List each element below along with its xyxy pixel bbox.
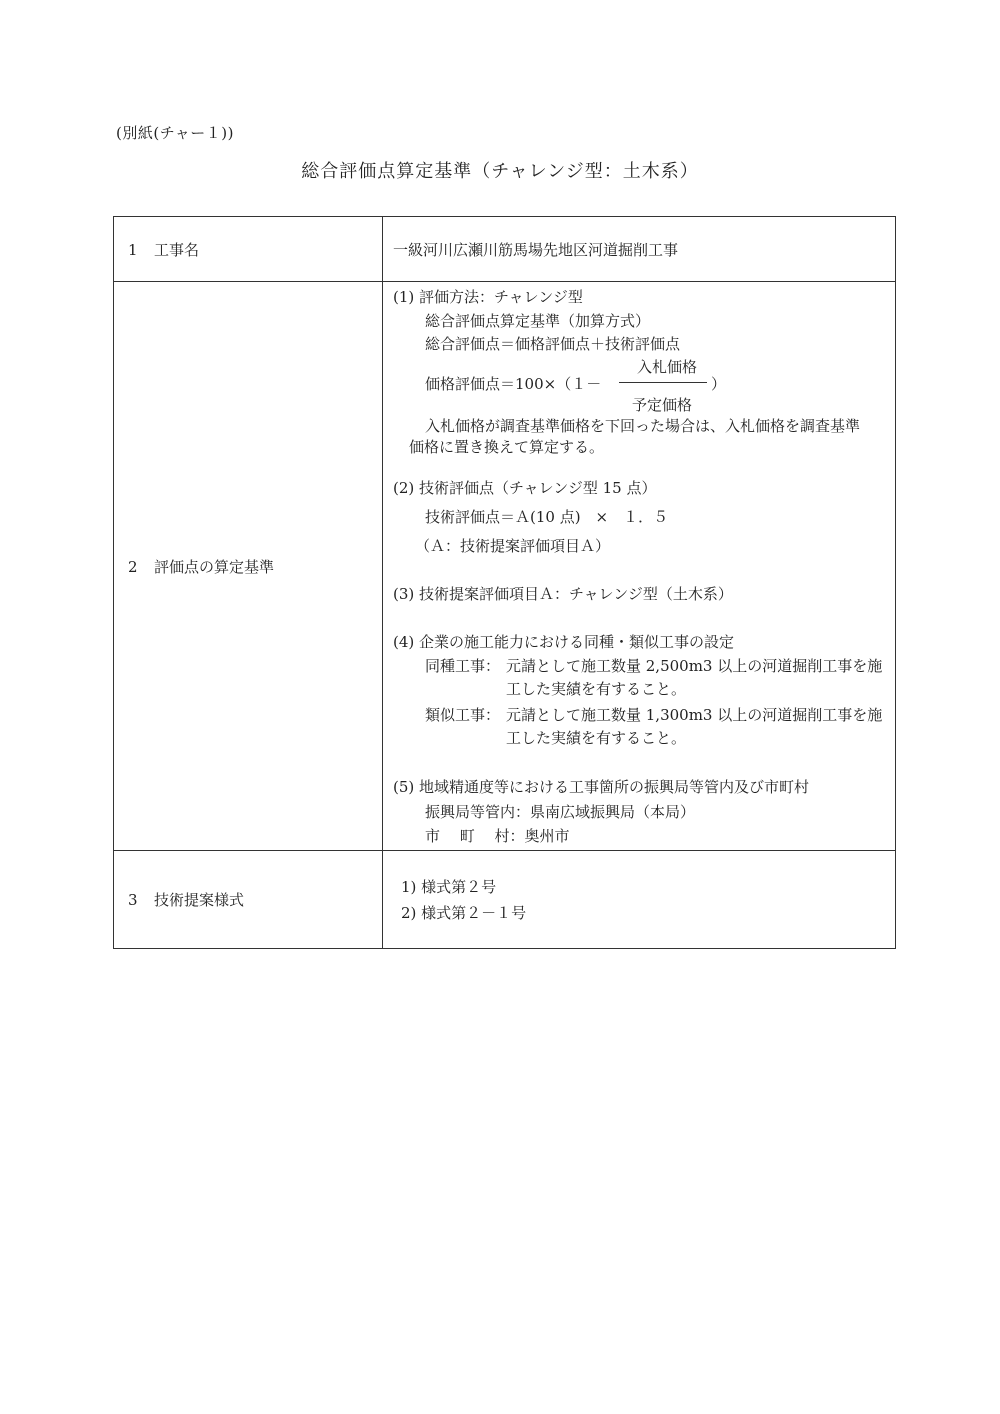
evaluation-method: 総合評価点算定基準（加算方式） bbox=[425, 312, 651, 330]
row-label-cell bbox=[114, 282, 383, 851]
price-score-formula-close: ） bbox=[711, 375, 727, 393]
note-line-1: 入札価格が調査基準価格を下回った場合は、入札価格を調査基準 bbox=[425, 417, 861, 435]
technical-score-formula: 技術評価点＝Ａ(10 点) × １．５ bbox=[425, 508, 669, 526]
section-2-heading: (2) 技術評価点（チャレンジ型 15 点） bbox=[393, 479, 657, 497]
section-4-heading: (4) 企業の施工能力における同種・類似工事の設定 bbox=[393, 633, 735, 651]
form-item: 2) 様式第２－１号 bbox=[401, 903, 527, 922]
same-type-line-1: 元請として施工数量 2,500m3 以上の河道掘削工事を施 bbox=[506, 657, 883, 675]
technical-score-note: （Ａ：技術提案評価項目Ａ） bbox=[415, 537, 611, 555]
form-item: 1) 様式第２号 bbox=[401, 877, 497, 896]
page-title: 総合評価点算定基準（チャレンジ型：土木系） bbox=[301, 161, 699, 182]
criteria-content bbox=[393, 282, 895, 850]
similar-type-line-1: 元請として施工数量 1,300m3 以上の河道掘削工事を施 bbox=[506, 706, 883, 724]
fraction-bar bbox=[619, 382, 707, 383]
table-row bbox=[114, 851, 896, 949]
row-label-cell bbox=[114, 217, 383, 282]
forms-cell bbox=[383, 851, 896, 949]
table-row bbox=[114, 217, 896, 282]
table-row bbox=[114, 282, 896, 851]
row-number: 3 bbox=[128, 891, 138, 909]
price-score-formula: 価格評価点＝100×（１－ bbox=[425, 375, 602, 393]
section-1-heading: (1) 評価方法：チャレンジ型 bbox=[393, 288, 583, 306]
row-label-cell bbox=[114, 851, 383, 949]
row-label: 工事名 bbox=[154, 240, 200, 259]
row-number: 2 bbox=[128, 557, 138, 576]
municipality: 市 町 村：奥州市 bbox=[425, 827, 570, 845]
similar-type-line-2: 工した実績を有すること。 bbox=[506, 729, 687, 747]
row-label: 評価点の算定基準 bbox=[154, 557, 275, 576]
fraction-numerator: 入札価格 bbox=[637, 358, 698, 376]
same-type-label: 同種工事： bbox=[425, 657, 501, 675]
row-number: 1 bbox=[128, 240, 138, 259]
same-type-line-2: 工した実績を有すること。 bbox=[506, 680, 687, 698]
section-5-heading: (5) 地域精通度等における工事箇所の振興局等管内及び市町村 bbox=[393, 778, 810, 796]
project-name: 一級河川広瀬川筋馬場先地区河道掘削工事 bbox=[393, 240, 679, 259]
criteria-table bbox=[113, 216, 896, 949]
similar-type-label: 類似工事： bbox=[425, 706, 501, 724]
project-name-cell bbox=[383, 217, 896, 282]
criteria-cell bbox=[383, 282, 896, 851]
fraction-denominator: 予定価格 bbox=[632, 396, 693, 414]
section-3-heading: (3) 技術提案評価項目Ａ：チャレンジ型（土木系） bbox=[393, 585, 733, 603]
total-score-formula: 総合評価点＝価格評価点＋技術評価点 bbox=[425, 335, 681, 353]
bureau-jurisdiction: 振興局等管内：県南広域振興局（本局） bbox=[425, 803, 696, 821]
row-label: 技術提案様式 bbox=[154, 891, 245, 909]
attachment-label: (別紙(チャー１)) bbox=[116, 124, 234, 142]
note-line-2: 価格に置き換えて算定する。 bbox=[409, 438, 605, 456]
